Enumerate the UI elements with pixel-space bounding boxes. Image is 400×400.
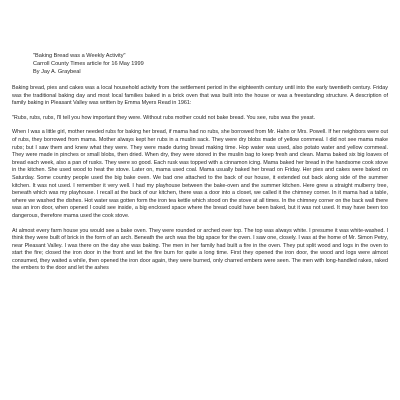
article-source: Carroll County Times article for 16 May 1999	[33, 61, 144, 67]
article-byline: By Jay A. Graybeal	[33, 69, 81, 75]
article-header	[33, 52, 388, 76]
paragraph-quote-start: "Rubs, rubs, rubs, I'll tell you how important they were. Without rubs mother could not bake bread. You see, rubs was the yeast.	[12, 114, 316, 121]
paragraph-intro: Baking bread, pies and cakes was a local household activity from the settlement period in the eighteenth century until into the early twentieth century. Friday was the traditional baking day and most local families baked in a brick oven that was built into the house or was a freestanding structure. A description of family baking in Pleasant Valley was written by Emma Myers Read in 1961:	[12, 85, 388, 107]
article-body	[12, 85, 388, 273]
article-title: "Baking Bread was a Weekly Activity"	[33, 53, 126, 59]
paragraph-bake-oven: At almost every farm house you would see a bake oven. They were rounded or arched over top. The top was always white. I presume it was white-washed. I think they were built of brick in the form of an arch. Beneath the arch was the big space for the oven. I saw one, closely. I was at the home of Mr. Simon Petry, near Pleasant Valley. I was there on the day she was baking. The men in her family had built a fire in the oven. They put split wood and logs in the oven to start the fire; closed the iron door in the front and let the fire burn for quite a long time. First they opened the iron door, the wood and logs were almost consumed, they waited a while, then opened the iron door again, they were burned, only charred embers were seen. The men with long-handled rakes, raked the embers to the door and let the ashes	[12, 227, 388, 272]
paragraph-recollection: When I was a little girl, mother needed rubs for baking her bread, if mama had no rubs, she borrowed from Mr. Hahn or Mrs. Powell. If her neighbors were out of rubs, they borrowed from mama. Mother always kept her rubs in a muslin sack. They were dry blobs made of yellow cornmeal. I did not see mama make rubs; but I saw them and knew what they were. They were made during bread making time. Hop water was used, also potato water and yellow cornmeal. They were made in pinches or small blobs, then dried. When dry, they were stored in the muslin bag to keep fresh and clean. Mama baked six big loaves of bread each week, also a pan of rusks. They were so good. Each rusk was topped with a cinnamon icing. Mama baked her bread in the handsome cook stove in the kitchen. She used wood to heat the stove. Later on, mama used coal. Mama usually baked her bread on Friday. Her pies and cakes were baked on Saturday. Some country people used the big bake oven. We bad one attached to the back of our house, it extended out back along side of the summer kitchen. It was not used. I remember it very well. I had my playhouse between the bake-oven and the summer kitchen. Here grew a straight mulberry tree, beneath which was my playhouse. I recall at the back of our kitchen, there was a door into a closet, we called it the chimney corner. In it mama had a table, where we washed the dishes. Hot water was gotten form the iron tea kettle which stood on the stove at all times. In the chimney corner on the back wall there was an iron door, when opened I could see inside, a big enclosed space where the bread could have been baked, but it was not used. It may have been too dangerous, therefore mama used the cook stove.	[12, 129, 388, 219]
